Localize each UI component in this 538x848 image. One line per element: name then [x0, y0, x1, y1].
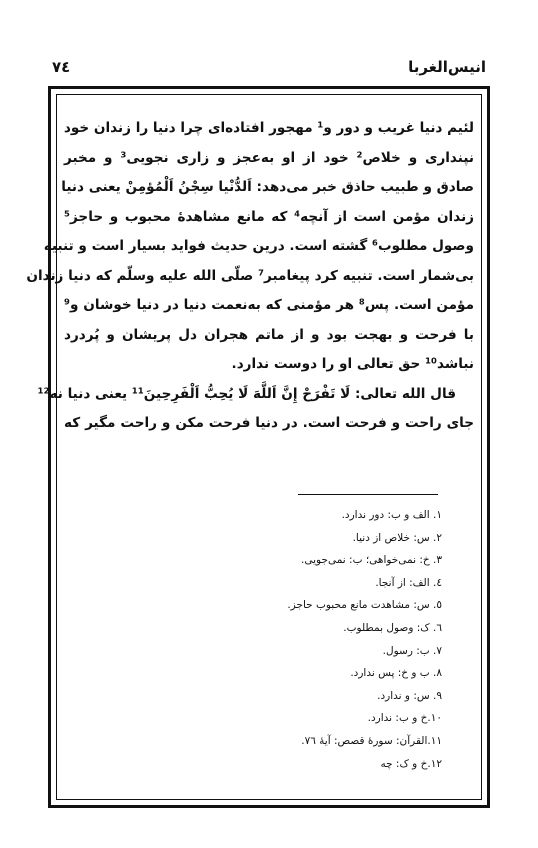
- footnote: ١٠.خ و ب: ندارد.: [367, 712, 442, 725]
- footnote: ٢. س: خلاص از دنیا.: [352, 531, 442, 544]
- text-line: بی‌شمار است. تنبیه کرد پیغامبر⁷ صلّی الله علیه وسلّم که دنیا زندان: [26, 267, 474, 284]
- text-line: زندان مؤمن است از آنچه⁴ که مانع مشاهدهٔ محبوب و حاجز⁵: [64, 208, 474, 225]
- text-line: نپنداری و خلاص² خود از او به‌عجز و زاری نجویی³ و مخبر: [64, 149, 474, 166]
- footnote: ٦. ک: وصول بمطلوب.: [343, 621, 442, 634]
- text-line: صادق و طبیب حاذق خبر می‌دهد: اَلدُّنْیا سِجْنُ اَلْمُؤمِنْ یعنی دنیا: [61, 179, 474, 195]
- footnote: ١١.القرآن: سورهٔ قصص: آیهٔ ٧٦.: [301, 734, 442, 747]
- text-line: جای راحت و فرحت است. در دنیا فرحت مکن و راحت مگیر که: [64, 415, 474, 431]
- page-number: ٧٤: [52, 58, 71, 76]
- footnote: ٥. س: مشاهدت مانع محبوب حاجز.: [287, 599, 442, 612]
- text-line: قال الله تعالی: لَا تَفْرَحْ إِنَّ اَللَّهَ لَا يُحِبُّ اَلْفَرِحِينَ¹¹ یعنی دنیا نه¹²: [37, 385, 456, 402]
- running-title: انیس‌الغربا: [408, 58, 486, 76]
- text-line: وصول مطلوب⁶ گشته است. درین حدیث فواید بسیار است و تنبیه: [43, 238, 474, 254]
- footnote: ٧. ب: رسول.: [382, 644, 442, 657]
- page-header: [48, 58, 490, 80]
- text-line: لئیم دنیا غریب و دور و¹ مهجور افتاده‌ای چرا دنیا را زندان خود: [63, 120, 474, 136]
- footnote-divider: [298, 494, 438, 495]
- footnote: ٩. س: و ندارد.: [377, 689, 442, 702]
- footnotes: [80, 504, 442, 775]
- footnote: ٤. الف: از آنجا.: [375, 576, 442, 589]
- footnote: ١٢.خ و ک: چه: [380, 757, 442, 770]
- text-line: با فرحت و بهجت بود و از ماتم هجران دل پریشان و پُردرد: [64, 326, 474, 343]
- text-line: نباشد¹⁰ حق تعالی او را دوست ندارد.: [231, 356, 474, 372]
- footnote: ١. الف و ب: دور ندارد.: [341, 509, 442, 521]
- main-text: [26, 114, 474, 439]
- text-line: مؤمن است. پس⁸ هر مؤمنی که به‌نعمت دنیا در دنیا خوشان و⁹: [64, 297, 474, 313]
- footnote: ٨. ب و خ: پس ندارد.: [350, 667, 442, 680]
- footnote: ٣. خ: نمی‌خواهی؛ ب: نمی‌جویی.: [301, 554, 442, 567]
